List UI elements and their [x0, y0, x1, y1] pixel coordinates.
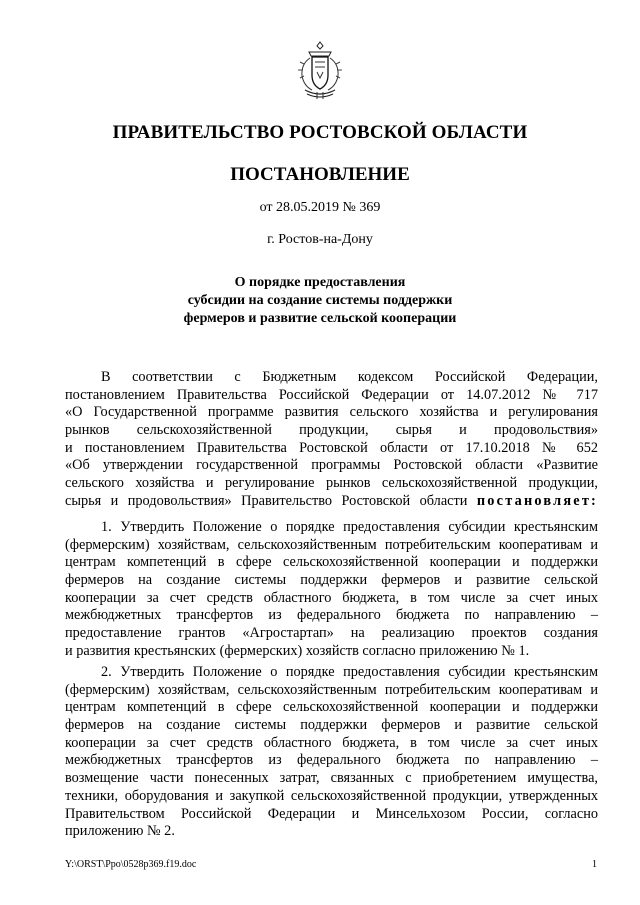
text-line: постановлением Правительства Российской Федерации от 14.07.2012 № 717	[65, 386, 598, 403]
text-line: Правительством Российской Федерации и Минсельхозом России, согласно	[65, 805, 598, 822]
text-line: и постановлением Правительства Ростовской области от 17.10.2018 № 652	[65, 439, 598, 456]
text-line: 2. Утвердить Положение о порядке предоставления субсидии крестьянским	[101, 664, 598, 680]
text-line: и развития крестьянских (фермерских) хозяйств согласно приложению № 1.	[65, 642, 530, 659]
preamble-paragraph	[65, 369, 598, 511]
text-line: кооперации за счет средств областного бюджета, в том числе за счет иных	[65, 734, 598, 751]
text-line: кооперации за счет средств областного бюджета, в том числе за счет иных	[65, 589, 598, 606]
text-line: (фермерским) хозяйствам, сельскохозяйственным потребительским кооперативам и	[65, 681, 598, 698]
document-subject	[0, 274, 640, 328]
text-line: центрам компетенций в сфере сельскохозяйственной кооперации и поддержки	[65, 554, 598, 571]
text-line: 1. Утвердить Положение о порядке предоставления субсидии крестьянским	[101, 519, 598, 535]
subject-line: фермеров и развитие сельской кооперации	[183, 311, 457, 326]
text-line: сельского хозяйства и регулирование рынков сельскохозяйственной продукции,	[65, 475, 598, 492]
text-line: возмещение части понесенных затрат, связанных с приобретением имущества,	[65, 770, 598, 787]
text-line: фермеров на создание системы поддержки фермеров и развитие сельской	[65, 572, 598, 589]
footer-file-path: Y:\ORST\Ppo\0528p369.f19.doc	[65, 859, 197, 870]
subject-line: О порядке предоставления	[234, 275, 406, 290]
text-line: (фермерским) хозяйствам, сельскохозяйственным потребительским кооперативам и	[65, 536, 598, 553]
text-line: «О Государственной программе развития сельского хозяйства и регулирования	[65, 404, 598, 421]
text-line: предоставление грантов «Агростартап» на реализацию проектов создания	[65, 625, 598, 642]
text-line: «Об утверждении государственной программы Ростовской области «Развитие	[65, 457, 598, 474]
subject-line: субсидии на создание системы поддержки	[187, 293, 453, 308]
item-1-paragraph	[65, 519, 598, 661]
text-line: приложению № 2.	[65, 823, 175, 840]
document-type-title: ПОСТАНОВЛЕНИЕ	[230, 164, 410, 185]
text-line: техники, оборудования и закупкой сельскохозяйственной продукции, утвержденных	[65, 787, 598, 804]
coat-of-arms-icon	[295, 40, 345, 102]
item-2-paragraph	[65, 664, 598, 841]
page-number: 1	[592, 859, 597, 870]
document-date-number: от 28.05.2019 № 369	[259, 200, 381, 215]
text-line: рынков сельскохозяйственной продукции, сырья и продовольствия»	[65, 422, 598, 439]
document-city: г. Ростов-на-Дону	[267, 232, 373, 247]
text-line: центрам компетенций в сфере сельскохозяйственной кооперации и поддержки	[65, 699, 598, 716]
text-line: межбюджетных трансфертов из федерального бюджета по направлению –	[65, 607, 598, 624]
organization-title: ПРАВИТЕЛЬСТВО РОСТОВСКОЙ ОБЛАСТИ	[112, 122, 528, 143]
text-line: межбюджетных трансфертов из федерального бюджета по направлению –	[65, 752, 598, 769]
resolves-word: постановляет:	[476, 492, 598, 509]
text-line: В соответствии с Бюджетным кодексом Российской Федерации,	[101, 369, 598, 385]
text-line	[65, 493, 598, 511]
text-line-start: сырья и продовольствия» Правительство Ростовской области	[65, 492, 468, 509]
text-line: фермеров на создание системы поддержки фермеров и развитие сельской	[65, 717, 598, 734]
